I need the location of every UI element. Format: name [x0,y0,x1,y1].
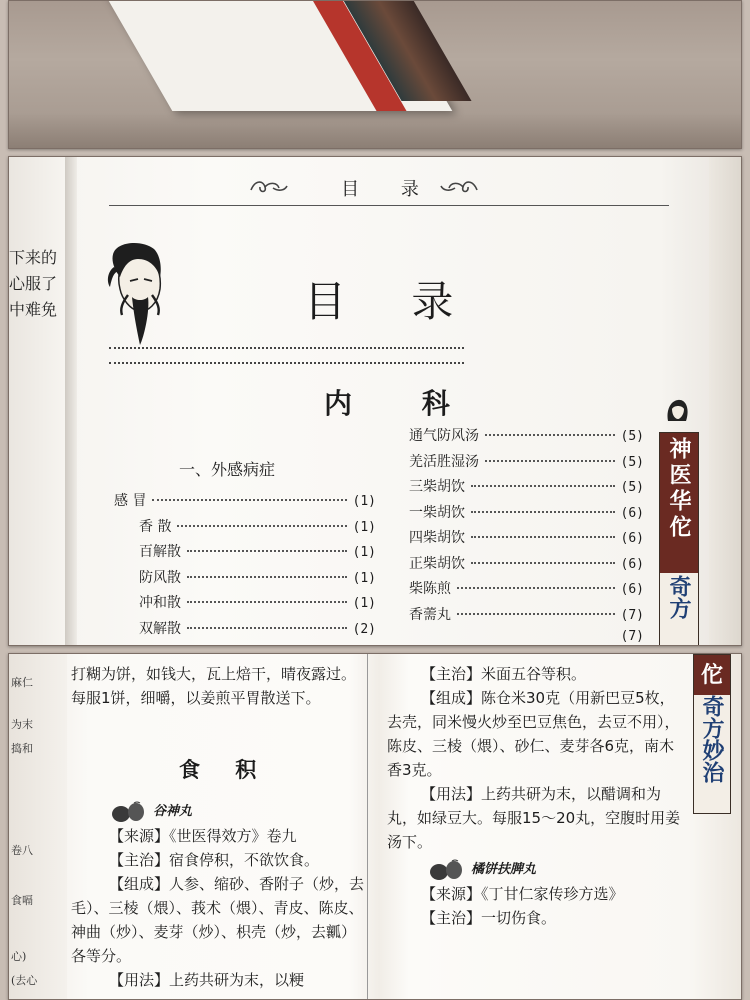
toc-entry-label: 感 冒 [114,493,147,509]
running-header-title: 目 录 [341,179,437,200]
recipe-composition: 【组成】人参、缩砂、香附子（炒，去毛）、三棱（煨）、莪术（煨）、青皮、陈皮、神曲（炒）、麦芽（炒）、枳壳（炒，去瓤）各等分。 [71,875,365,965]
toc-page-number: (1) [352,494,376,509]
subsection-heading: 一、外感病症 [179,460,276,479]
toc-entry[interactable] [114,567,376,593]
toc-entry-label: 冲和散 [139,595,181,611]
toc-entry-label: 四柴胡饮 [409,530,465,546]
page-gutter [65,157,77,646]
toc-entry[interactable] [409,425,644,451]
facing-fragment: 卷八 [11,844,33,857]
book-spine-label [693,654,731,814]
column-divider [367,654,368,1000]
toc-leader [177,525,346,527]
toc-entry-label: 百解散 [139,544,181,560]
toc-page-number: (2) [352,621,376,637]
herb-fruit-icon [427,859,465,881]
toc-leader [187,627,347,629]
facing-page-strip [9,654,67,1000]
toc-right-column [409,425,644,646]
running-header [109,167,669,207]
spine-title-text: 神医华佗 [666,437,692,541]
facing-line: 心服了 [9,274,58,293]
facing-fragment: 食嗝 [11,894,33,907]
toc-entry[interactable] [409,451,644,477]
toc-page-number: (1) [352,519,376,535]
recipe-usage: 【用法】上药共研为末，以粳 [109,971,305,989]
recipe-source: 【来源】《世医得效方》卷九 [109,827,297,845]
page-edge [709,157,742,646]
toc-entry[interactable] [409,578,644,604]
toc-entry-label: 防风散 [139,569,181,586]
toc-page-number: (6) [620,556,644,572]
section-heading: 内 科 [324,387,480,420]
facing-page-text [9,245,59,323]
toc-entry[interactable] [409,553,644,579]
toc-page-number: (7) [620,607,644,623]
recipe-name: 橘饼扶脾丸 [471,862,537,877]
recipe-composition: 【组成】陈仓米30克（用新巴豆5枚，去壳，同米慢火炒至巴豆焦色，去豆不用），陈皮、三棱（煨）、砂仁、麦芽各6克，南木香3克。 [387,689,680,779]
toc-page-number: (5) [620,480,644,495]
facing-fragment: 心) [11,950,27,963]
toc-entry[interactable] [114,541,376,567]
recipe-title [109,800,364,824]
recipe-left-body [71,872,364,992]
toc-entry-label: 正柴胡饮 [409,555,465,572]
toc-entry[interactable] [409,527,644,553]
toc-leader [471,511,615,513]
facing-line: 下来的 [9,248,58,267]
book-photo-panel [8,0,742,149]
spine-title [660,433,698,573]
toc-page-number: (7) [620,629,644,644]
cloud-ornament-icon [439,177,479,201]
toc-leader [457,613,615,615]
toc-page-number: (6) [620,582,644,597]
header-rule [109,205,669,206]
toc-entry-label: 双解散 [139,620,181,637]
spine-subtitle-text: 奇方妙治 [699,695,725,783]
recipe-name: 谷神丸 [153,804,193,819]
toc-entry[interactable] [409,629,644,646]
recipe-indication: 【主治】一切伤食。 [421,909,557,927]
toc-entry[interactable] [409,476,644,502]
toc-page-number: (5) [620,454,644,470]
toc-leader [152,499,346,501]
toc-leader [187,601,347,603]
facing-fragment: (去心 [11,974,38,987]
toc-entry[interactable] [409,604,644,630]
spine-subtitle-text: 奇方 [666,575,692,619]
toc-leader [187,576,347,578]
toc-entry-label: 通气防风汤 [409,428,479,444]
toc-entry[interactable] [114,516,376,542]
toc-page-number: (5) [620,429,644,444]
toc-page-number: (6) [620,505,644,521]
toc-page-number: (1) [352,545,376,560]
spine-title: 佗 [694,655,730,695]
facing-fragment: 捣和 [11,742,33,755]
recipe-right-column [387,662,682,930]
toc-entry-label: 三柴胡饮 [409,479,465,495]
facing-line: 中难免 [9,300,58,319]
book-spine-label [659,432,699,646]
page-title: 目 录 [304,277,480,326]
toc-entry-label: 羌活胜湿汤 [409,453,479,470]
toc-leader [457,587,615,589]
recipe-indication: 【主治】米面五谷等积。 [421,665,587,683]
recipe-left-details [109,800,364,872]
toc-entry-label: 香 散 [139,518,172,535]
title-dotted-rule [109,362,464,364]
facing-fragment: 为末 [11,718,33,731]
toc-leader [485,460,615,462]
facing-fragment: 麻仁 [11,676,33,689]
toc-leader [471,536,615,538]
hua-tuo-portrait-icon [104,237,186,347]
recipe-page-panel [8,653,742,1000]
toc-left-column [114,490,376,643]
toc-entry-label: 一柴胡饮 [409,504,465,521]
recipe-title [387,858,682,882]
title-dotted-rule [109,347,464,349]
toc-entry-label: 香薷丸 [409,606,451,623]
toc-entry-label: 柴陈煎 [409,581,451,597]
spine-subtitle [660,575,698,627]
toc-leader [187,550,347,552]
toc-page-number: (6) [620,531,644,546]
toc-entry[interactable] [114,592,376,618]
recipe-usage: 【用法】上药共研为末，以醋调和为丸，如绿豆大。每服15～20丸，空腹时用姜汤下。 [387,785,681,851]
spine-portrait-icon [662,395,692,425]
toc-leader [471,485,615,487]
toc-page-number: (1) [352,570,376,586]
spine-subtitle [694,695,730,790]
category-heading: 食 积 [179,757,271,782]
photo-shadow [9,113,742,149]
recipe-indication: 【主治】宿食停积，不欲饮食。 [109,851,320,869]
contents-page-panel [8,156,742,646]
toc-leader [471,562,615,564]
toc-leader [485,434,615,436]
toc-page-number: (1) [352,596,376,611]
toc-entry[interactable] [409,502,644,528]
herb-fruit-icon [109,801,147,823]
recipe-left-column [71,662,361,710]
toc-entry[interactable] [114,490,376,516]
recipe-intro-text: 打糊为饼，如钱大，瓦上焙干，晴夜露过。每服1饼，细嚼，以姜煎平胃散送下。 [71,665,357,707]
toc-entry[interactable] [114,618,376,644]
recipe-source: 【来源】《丁甘仁家传珍方选》 [421,885,624,903]
